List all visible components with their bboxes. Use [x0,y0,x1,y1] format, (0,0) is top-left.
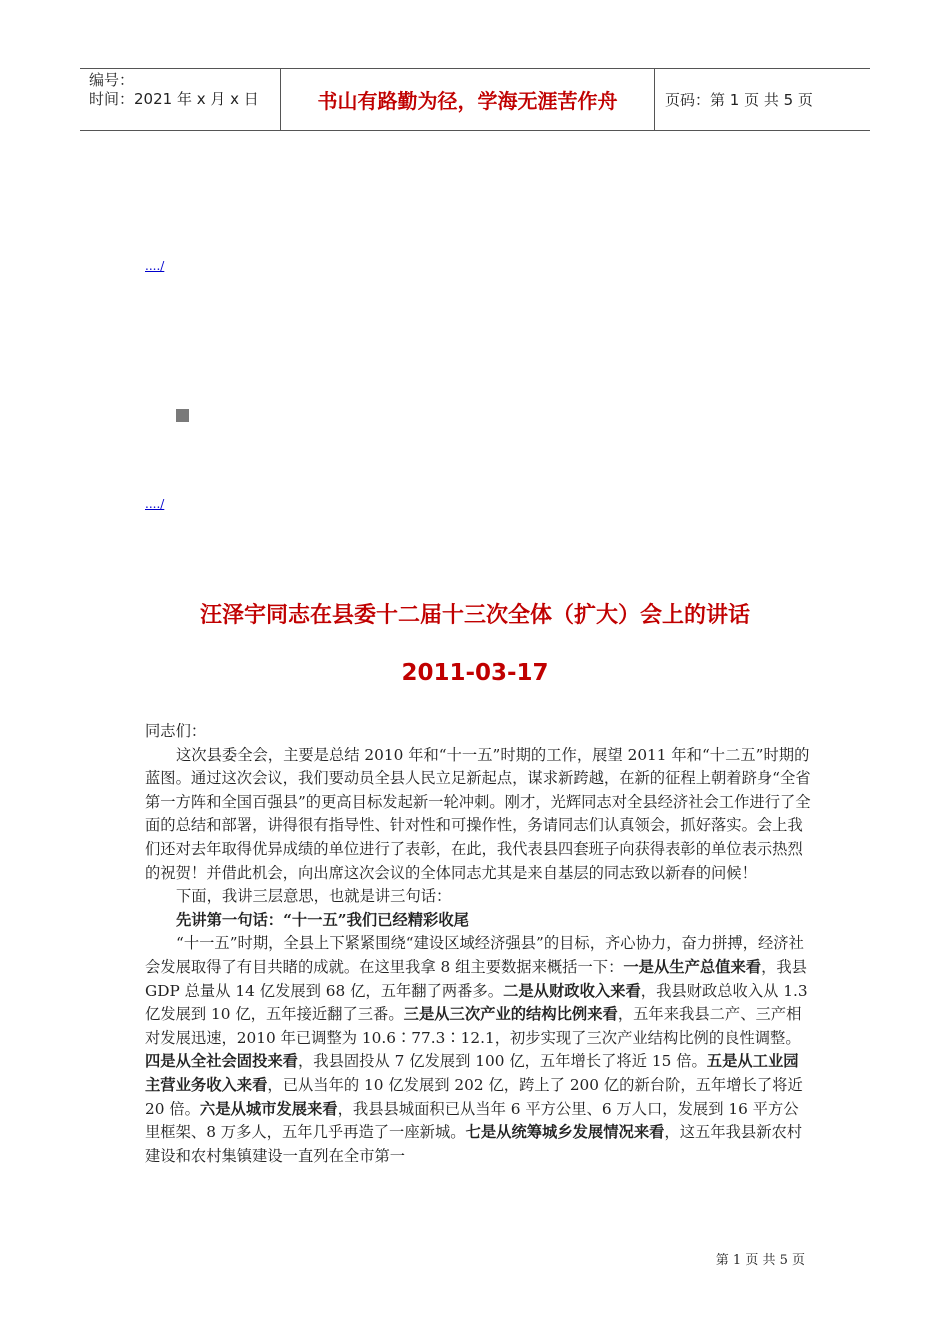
bold-run: 七是从统筹城乡发展情况来看 [465,1123,665,1142]
section-heading-text: 先讲第一句话：“十一五”我们已经精彩收尾 [176,910,469,929]
text-run: ，我县财政总收入从 1.3 亿发展到 10 亿，五年接近翻了三番。 [145,981,808,1024]
text-run: ，已从当年的 10 亿发展到 202 亿，跨上了 200 亿的新台阶，五年增长了将近 20 倍。 [145,1075,803,1118]
document-title: 汪泽宇同志在县委十二届十三次全体（扩大）会上的讲话 [199,603,750,628]
document-body [145,720,823,1168]
text-run: ，我县固投从 7 亿发展到 100 亿，五年增长了将近 15 倍。 [297,1052,707,1071]
bold-run: 一是从生产总值来看 [623,957,762,976]
time-label: 时间：2021 年 x 月 x 日 [89,90,259,108]
header-page-info: 页码：第 1 页 共 5 页 [665,91,813,109]
section-heading-1 [145,909,813,933]
header-meta [80,69,281,130]
bold-run: 三是从三次产业的结构比例来看 [403,1005,618,1024]
bold-run: 二是从财政收入来看 [503,981,641,1000]
text-run: ，我县 GDP 总量从 14 亿发展到 68 亿，五年翻了两番多。 [145,957,823,1000]
bold-run: 六是从城市发展来看 [199,1099,338,1118]
paragraph-intro: 这次县委全会，主要是总结 2010 年和“十一五”时期的工作，展望 2011 年和“十二五”时期的蓝图。通过这次会议，我们要动员全县人民立足新起点，谋求新跨越，在新的征程上朝着跻身“全省第一方阵和全国百强县”的更高目标发起新一轮冲刺。刚才，光辉同志对全县经济社会工作进行了全面的总结和部署，讲得很有指导性、针对性和可操作性，务请同志们认真领会，抓好落实。会上我们还对去年取得优异成绩的单位进行了表彰，在此，我代表县四套班子向获得表彰的单位表示热烈的祝贺！并借此机会，向出席这次会议的全体同志尤其是来自基层的同志致以新春的问候！ [145,745,811,882]
document-date: 2011-03-17 [401,660,549,686]
text-run: ，我县县城面积已从当年 6 平方公里、6 万人口，发展到 16 平方公里框架、8 万多人，五年几乎再造了一座新城。 [145,1099,799,1142]
header-motto: 书山有路勤为径，学海无涯苦作舟 [281,69,655,130]
text-run: ，五年来我县二产、三产相对发展迅速，2010 年已调整为 10.6∶77.3∶12.1，初步实现了三次产业结构比例的良性调整。 [145,1005,802,1047]
square-image-placeholder-icon [176,409,189,422]
text-run: “十一五”时期，全县上下紧紧围绕“建设区域经济强县”的目标，齐心协力，奋力拼搏，经济社会发展取得了有目共睹的成就。在这里我拿 8 组主要数据来概括一下： [145,934,804,976]
text-run: ，这五年我县新农村建设和农村集镇建设一直列在全市第一 [145,1123,803,1165]
paragraph-outline: 下面，我讲三层意思，也就是讲三句话： [176,887,452,906]
number-label: 编号： [89,71,135,89]
paragraph-achievements [145,932,823,1168]
top-link[interactable]: ..../ [145,259,165,273]
bottom-link[interactable]: ..../ [145,497,165,511]
salutation: 同志们： [145,722,207,740]
bold-run: 四是从全社会固投来看 [145,1052,298,1071]
bold-run: 五是从工业园主营业务收入来看 [145,1052,799,1094]
page-footer: 第 1 页 共 5 页 [715,1253,805,1268]
page-header [80,68,870,131]
